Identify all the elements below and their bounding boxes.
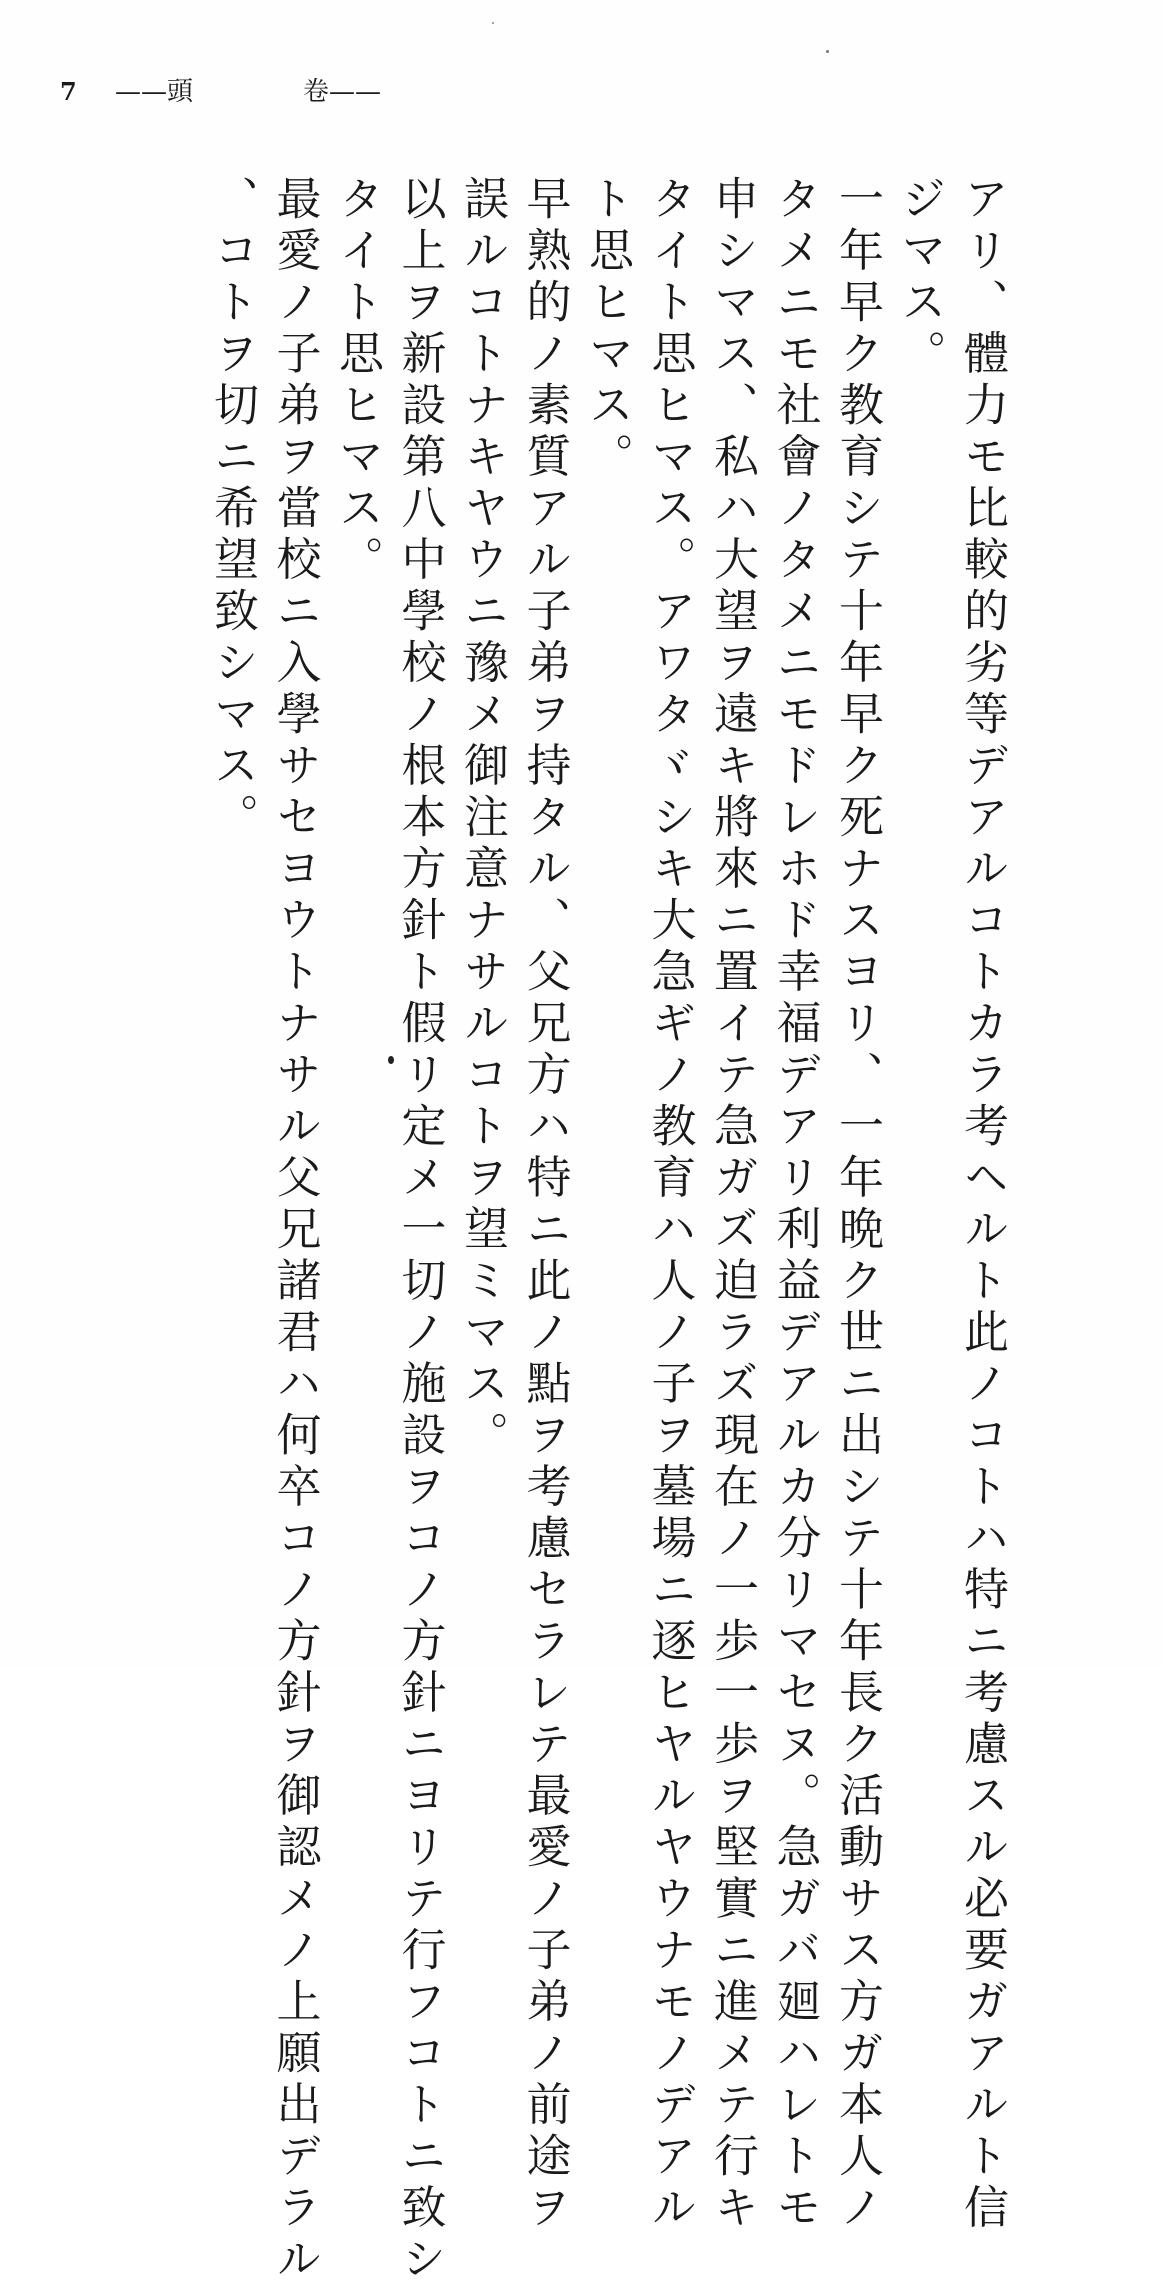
- vertical-text-body: [201, 175, 1014, 2287]
- page-header: [60, 72, 400, 112]
- text-line: ト思ヒマス。: [581, 175, 634, 484]
- text-line: 最愛ノ子弟ヲ當校ニ入學サセヨウトナサル父兄諸君ハ何卒コノ方針ヲ御認メノ上願出デラル: [268, 175, 322, 2287]
- text-line: 誤ルコトナキヤウニ豫メ御注意ナサルコトヲ望ミマス。: [456, 175, 509, 1463]
- running-head-right: 卷——: [303, 77, 382, 107]
- text-line: タメニモ社會ノタメニモドレホド幸福デアリ利益デアルカ分リマセヌ。急ガバ廻ハレトモ: [768, 175, 822, 2235]
- text-line: アリ、體力モ比較的劣等デアルコトカラ考ヘルト此ノコトハ特ニ考慮スル必要ガアルト信: [956, 175, 1009, 2235]
- text-line: 申シマス、私ハ大望ヲ遠キ將來ニ置イテ急ガズ迫ラズ現在ノ一歩一歩ヲ堅實ニ進メテ行キ: [706, 175, 759, 2235]
- text-line: タイト思ヒマス。: [331, 175, 384, 587]
- text-line: 以上ヲ新設第八中學校ノ根本方針ト假リ定メ一切ノ施設ヲコノ方針ニヨリテ行フコトニ致シ: [393, 175, 447, 2287]
- running-head-left: ——頭: [115, 77, 194, 107]
- text-line: ジマス。: [893, 175, 947, 381]
- page-number: 7: [60, 77, 77, 106]
- text-line: 早熟的ノ素質アル子弟ヲ持タル、父兄方ハ特ニ此ノ點ヲ考慮セラレテ最愛ノ子弟ノ前途ヲ: [518, 175, 572, 2235]
- ink-speck: [492, 22, 494, 24]
- text-line: 一年早ク教育シテ十年早ク死ナスヨリ、一年晩ク世ニ出シテ十年長ク活動サス方ガ本人ノ: [831, 175, 884, 2235]
- text-line: タイト思ヒマス。アワタヾシキ大急ギノ教育ハ人ノ子ヲ墓場ニ逐ヒヤルヤウナモノデアル: [643, 175, 697, 2235]
- ink-speck: [388, 1056, 394, 1064]
- ink-speck: [826, 50, 829, 53]
- text-line: 、コトヲ切ニ希望致シマス。: [206, 175, 259, 845]
